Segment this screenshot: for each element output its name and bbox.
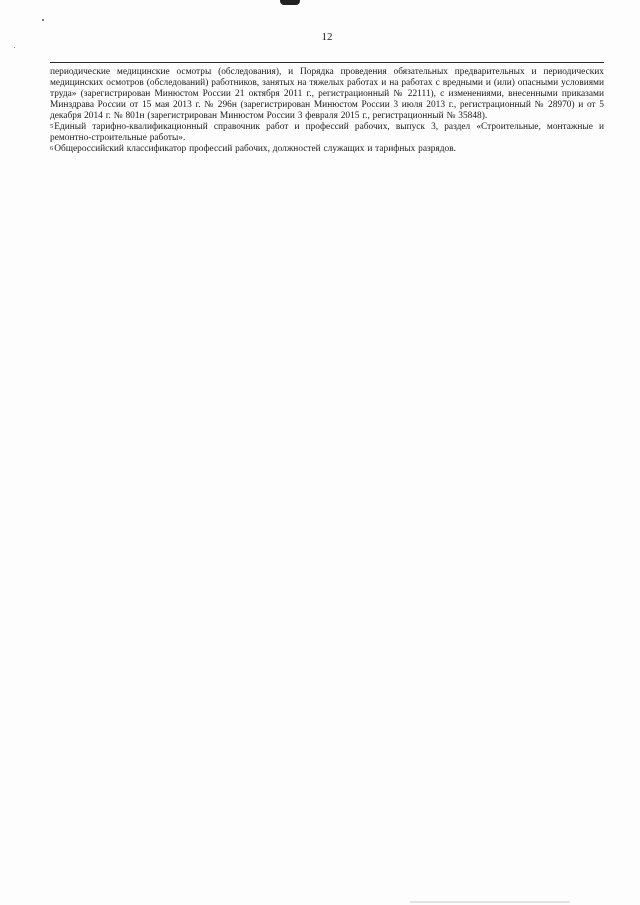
- footnote-text: Общероссийский классификатор профессий рабочих, должностей служащих и тарифных разрядов.: [54, 144, 456, 154]
- scan-speck: [42, 19, 44, 21]
- footnote-text: Единый тарифно-квалификационный справочник работ и профессий рабочих, выпуск 3, раздел «Строительные, монтажные и ремонтно-строительные работы».: [50, 122, 604, 143]
- footnotes-block: [50, 67, 604, 155]
- page-number: 12: [321, 31, 333, 43]
- scan-bottom-edge: [410, 901, 570, 903]
- scan-artifact-mark: [280, 0, 300, 5]
- footnote-6: [50, 144, 604, 155]
- footnote-marker: 5: [50, 123, 54, 130]
- footnote-text: периодические медицинские осмотры (обследования), и Порядка проведения обязательных предварительных и периодических медицинских осмотров (обследований) работников, занятых на тяжелых работах и на работах с вредными и (или) опасными условиями труда» (зарегистрирован Минюстом России 21 октября 2011 г., регистрационный № 22111), с изменениями, внесенными приказами Минздрава России от 15 мая 2013 г. № 296н (зарегистрирован Минюстом России 3 июля 2013 г., регистрационный № 28970) и от 5 декабря 2014 г. № 801н (зарегистрирован Минюстом России 3 февраля 2015 г., регистрационный № 35848).: [50, 67, 604, 121]
- footnote-marker: 6: [50, 145, 54, 152]
- footnote-separator: [50, 62, 604, 63]
- scan-speck: [14, 47, 15, 48]
- footnote-5: [50, 122, 604, 144]
- footnote-continuation: [50, 67, 604, 122]
